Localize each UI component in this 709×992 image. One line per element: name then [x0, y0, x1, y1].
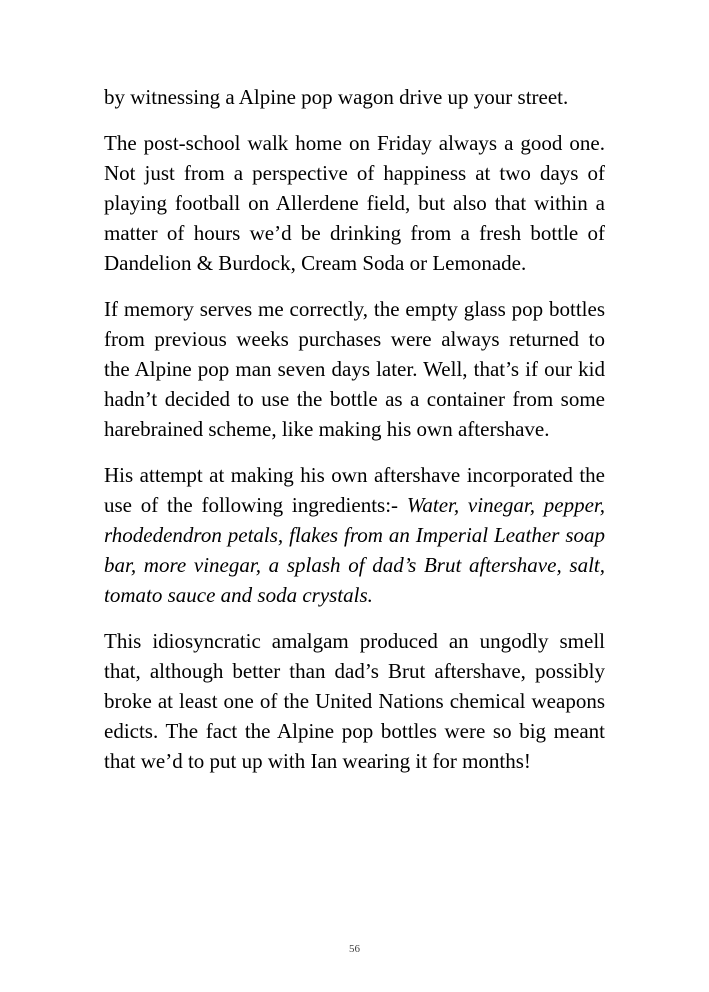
paragraph-4-intro: His attempt at making his own aftershave incorporated the use of the following ingredients:- [104, 463, 605, 517]
paragraph-2: The post-school walk home on Friday always a good one. Not just from a perspective of happiness at two days of playing football on Allerdene field, but also that within a matter of hours we’d be drinking from a fresh bottle of Dandelion & Burdock, Cream Soda or Lemonade. [104, 131, 605, 275]
paragraph-5: This idiosyncratic amalgam produced an ungodly smell that, although better than dad’s Brut aftershave, possibly broke at least one of the United Nations chemical weapons edicts. The fact the Alpine pop bottles were so big meant that we’d to put up with Ian wearing it for months! [104, 629, 605, 773]
ingredients-list: Water, vinegar, pepper, rhodedendron petals, flakes from an Imperial Leather soap bar, more vinegar, a splash of dad’s Brut aftershave, salt, tomato sauce and soda crystals. [104, 493, 605, 607]
paragraph-1: by witnessing a Alpine pop wagon drive up your street. [104, 85, 569, 109]
page-number: 56 [349, 943, 360, 955]
paragraph-4 [104, 460, 605, 610]
body-text [104, 82, 605, 792]
paragraph-3: If memory serves me correctly, the empty glass pop bottles from previous weeks purchases were always returned to the Alpine pop man seven days later. Well, that’s if our kid hadn’t decided to use the bottle as a container from some harebrained scheme, like making his own aftershave. [104, 297, 605, 441]
